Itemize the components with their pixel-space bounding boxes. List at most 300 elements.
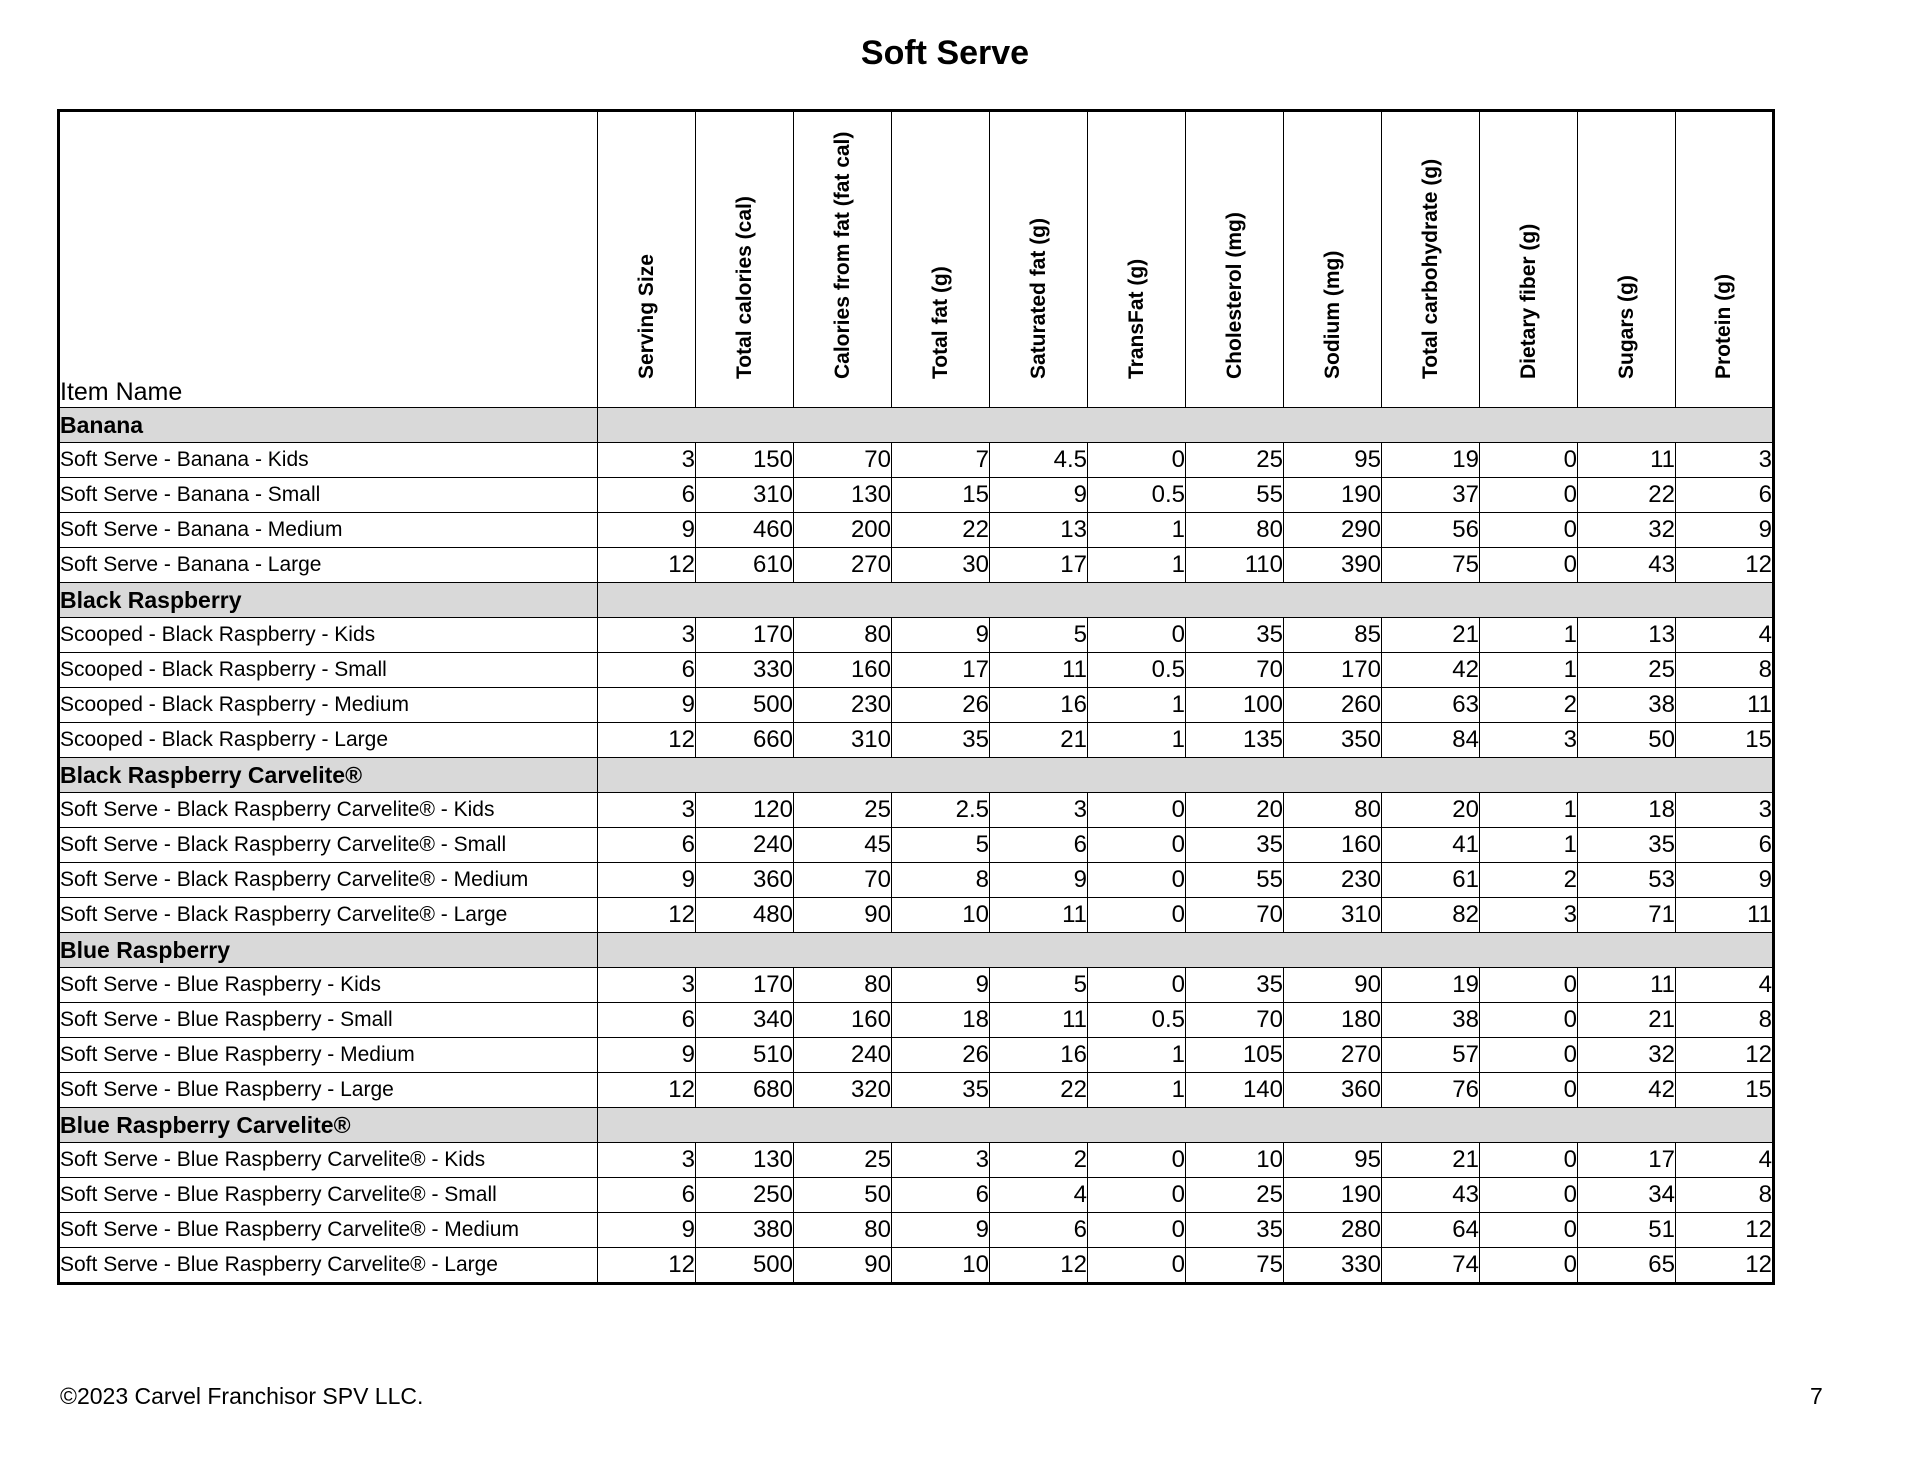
value-cell: 0 bbox=[1480, 1003, 1578, 1038]
value-cell: 8 bbox=[1676, 653, 1774, 688]
value-cell: 0 bbox=[1088, 793, 1186, 828]
item-name-cell: Soft Serve - Blue Raspberry - Small bbox=[59, 1003, 598, 1038]
value-cell: 11 bbox=[990, 1003, 1088, 1038]
value-cell: 0 bbox=[1480, 1038, 1578, 1073]
table-row bbox=[59, 863, 1774, 898]
value-cell: 34 bbox=[1578, 1178, 1676, 1213]
value-cell: 8 bbox=[1676, 1003, 1774, 1038]
value-cell: 5 bbox=[990, 968, 1088, 1003]
value-cell: 0 bbox=[1480, 1213, 1578, 1248]
category-name: Blue Raspberry Carvelite® bbox=[59, 1108, 598, 1143]
value-cell: 4.5 bbox=[990, 443, 1088, 478]
value-cell: 0.5 bbox=[1088, 478, 1186, 513]
value-cell: 18 bbox=[1578, 793, 1676, 828]
value-cell: 0 bbox=[1088, 1213, 1186, 1248]
value-cell: 32 bbox=[1578, 513, 1676, 548]
value-cell: 290 bbox=[1284, 513, 1382, 548]
value-cell: 310 bbox=[696, 478, 794, 513]
table-row bbox=[59, 723, 1774, 758]
value-cell: 510 bbox=[696, 1038, 794, 1073]
value-cell: 15 bbox=[892, 478, 990, 513]
value-cell: 74 bbox=[1382, 1248, 1480, 1284]
value-cell: 460 bbox=[696, 513, 794, 548]
value-cell: 390 bbox=[1284, 548, 1382, 583]
table-row bbox=[59, 443, 1774, 478]
table-row bbox=[59, 618, 1774, 653]
value-cell: 6 bbox=[1676, 478, 1774, 513]
value-cell: 1 bbox=[1088, 688, 1186, 723]
value-cell: 10 bbox=[892, 1248, 990, 1284]
table-row bbox=[59, 1248, 1774, 1284]
value-cell: 250 bbox=[696, 1178, 794, 1213]
value-cell: 16 bbox=[990, 688, 1088, 723]
value-cell: 56 bbox=[1382, 513, 1480, 548]
column-header-nutrient bbox=[990, 111, 1088, 408]
category-name: Blue Raspberry bbox=[59, 933, 598, 968]
column-header-nutrient bbox=[1382, 111, 1480, 408]
value-cell: 12 bbox=[598, 723, 696, 758]
value-cell: 660 bbox=[696, 723, 794, 758]
item-name-cell: Soft Serve - Blue Raspberry Carvelite® - Small bbox=[59, 1178, 598, 1213]
value-cell: 70 bbox=[794, 863, 892, 898]
footer-copyright: ©2023 Carvel Franchisor SPV LLC. bbox=[60, 1383, 424, 1409]
value-cell: 480 bbox=[696, 898, 794, 933]
table-row bbox=[59, 478, 1774, 513]
value-cell: 6 bbox=[990, 828, 1088, 863]
column-header-label: Sodium (mg) bbox=[1320, 250, 1344, 379]
value-cell: 3 bbox=[598, 793, 696, 828]
value-cell: 360 bbox=[1284, 1073, 1382, 1108]
value-cell: 0 bbox=[1480, 968, 1578, 1003]
item-name-cell: Scooped - Black Raspberry - Large bbox=[59, 723, 598, 758]
item-name-cell: Scooped - Black Raspberry - Medium bbox=[59, 688, 598, 723]
value-cell: 57 bbox=[1382, 1038, 1480, 1073]
value-cell: 11 bbox=[1578, 968, 1676, 1003]
value-cell: 9 bbox=[892, 968, 990, 1003]
value-cell: 11 bbox=[1578, 443, 1676, 478]
value-cell: 6 bbox=[598, 1003, 696, 1038]
value-cell: 0.5 bbox=[1088, 1003, 1186, 1038]
value-cell: 130 bbox=[696, 1143, 794, 1178]
value-cell: 3 bbox=[598, 618, 696, 653]
value-cell: 15 bbox=[1676, 1073, 1774, 1108]
value-cell: 180 bbox=[1284, 1003, 1382, 1038]
value-cell: 11 bbox=[990, 653, 1088, 688]
table-row bbox=[59, 513, 1774, 548]
value-cell: 0 bbox=[1088, 1248, 1186, 1284]
value-cell: 260 bbox=[1284, 688, 1382, 723]
value-cell: 26 bbox=[892, 1038, 990, 1073]
value-cell: 9 bbox=[990, 478, 1088, 513]
column-header-label: Sugars (g) bbox=[1614, 275, 1638, 379]
value-cell: 17 bbox=[892, 653, 990, 688]
category-fill bbox=[598, 1108, 1774, 1143]
item-name-cell: Soft Serve - Blue Raspberry Carvelite® - Large bbox=[59, 1248, 598, 1284]
value-cell: 1 bbox=[1480, 793, 1578, 828]
value-cell: 9 bbox=[598, 688, 696, 723]
category-fill bbox=[598, 933, 1774, 968]
value-cell: 200 bbox=[794, 513, 892, 548]
value-cell: 50 bbox=[794, 1178, 892, 1213]
value-cell: 15 bbox=[1676, 723, 1774, 758]
value-cell: 6 bbox=[598, 1178, 696, 1213]
value-cell: 1 bbox=[1088, 513, 1186, 548]
value-cell: 6 bbox=[1676, 828, 1774, 863]
value-cell: 0 bbox=[1088, 968, 1186, 1003]
value-cell: 26 bbox=[892, 688, 990, 723]
value-cell: 160 bbox=[794, 653, 892, 688]
item-name-cell: Soft Serve - Black Raspberry Carvelite® - Small bbox=[59, 828, 598, 863]
value-cell: 0 bbox=[1480, 443, 1578, 478]
value-cell: 51 bbox=[1578, 1213, 1676, 1248]
value-cell: 70 bbox=[1186, 653, 1284, 688]
value-cell: 100 bbox=[1186, 688, 1284, 723]
value-cell: 25 bbox=[1186, 443, 1284, 478]
value-cell: 12 bbox=[1676, 1038, 1774, 1073]
value-cell: 42 bbox=[1382, 653, 1480, 688]
value-cell: 11 bbox=[990, 898, 1088, 933]
value-cell: 20 bbox=[1382, 793, 1480, 828]
value-cell: 43 bbox=[1578, 548, 1676, 583]
value-cell: 90 bbox=[794, 898, 892, 933]
value-cell: 500 bbox=[696, 1248, 794, 1284]
value-cell: 16 bbox=[990, 1038, 1088, 1073]
value-cell: 320 bbox=[794, 1073, 892, 1108]
value-cell: 70 bbox=[794, 443, 892, 478]
value-cell: 230 bbox=[794, 688, 892, 723]
value-cell: 3 bbox=[892, 1143, 990, 1178]
value-cell: 10 bbox=[1186, 1143, 1284, 1178]
value-cell: 35 bbox=[1186, 968, 1284, 1003]
table-row bbox=[59, 1038, 1774, 1073]
value-cell: 1 bbox=[1088, 548, 1186, 583]
category-row bbox=[59, 583, 1774, 618]
value-cell: 80 bbox=[794, 618, 892, 653]
value-cell: 1 bbox=[1088, 1038, 1186, 1073]
value-cell: 105 bbox=[1186, 1038, 1284, 1073]
value-cell: 35 bbox=[892, 1073, 990, 1108]
value-cell: 340 bbox=[696, 1003, 794, 1038]
column-header-label: Total carbohydrate (g) bbox=[1418, 158, 1442, 379]
value-cell: 190 bbox=[1284, 1178, 1382, 1213]
value-cell: 110 bbox=[1186, 548, 1284, 583]
item-name-cell: Soft Serve - Blue Raspberry - Large bbox=[59, 1073, 598, 1108]
value-cell: 9 bbox=[1676, 513, 1774, 548]
category-fill bbox=[598, 408, 1774, 443]
value-cell: 280 bbox=[1284, 1213, 1382, 1248]
column-header-label: Protein (g) bbox=[1712, 274, 1735, 379]
value-cell: 35 bbox=[892, 723, 990, 758]
column-header-label: Calories from fat (fat cal) bbox=[830, 131, 854, 379]
value-cell: 0 bbox=[1088, 863, 1186, 898]
category-fill bbox=[598, 758, 1774, 793]
value-cell: 20 bbox=[1186, 793, 1284, 828]
value-cell: 90 bbox=[794, 1248, 892, 1284]
value-cell: 240 bbox=[794, 1038, 892, 1073]
value-cell: 3 bbox=[1480, 898, 1578, 933]
value-cell: 95 bbox=[1284, 1143, 1382, 1178]
item-name-cell: Soft Serve - Banana - Small bbox=[59, 478, 598, 513]
value-cell: 350 bbox=[1284, 723, 1382, 758]
value-cell: 84 bbox=[1382, 723, 1480, 758]
column-header-nutrient bbox=[1480, 111, 1578, 408]
value-cell: 42 bbox=[1578, 1073, 1676, 1108]
value-cell: 270 bbox=[794, 548, 892, 583]
value-cell: 4 bbox=[1676, 618, 1774, 653]
value-cell: 240 bbox=[696, 828, 794, 863]
value-cell: 71 bbox=[1578, 898, 1676, 933]
value-cell: 32 bbox=[1578, 1038, 1676, 1073]
column-header-label: Serving Size bbox=[634, 254, 658, 379]
value-cell: 70 bbox=[1186, 1003, 1284, 1038]
column-header-label: Total fat (g) bbox=[928, 266, 952, 379]
header-row bbox=[59, 111, 1774, 408]
value-cell: 3 bbox=[1480, 723, 1578, 758]
value-cell: 90 bbox=[1284, 968, 1382, 1003]
value-cell: 6 bbox=[598, 478, 696, 513]
category-row bbox=[59, 1108, 1774, 1143]
value-cell: 37 bbox=[1382, 478, 1480, 513]
value-cell: 12 bbox=[1676, 548, 1774, 583]
value-cell: 35 bbox=[1578, 828, 1676, 863]
value-cell: 11 bbox=[1676, 688, 1774, 723]
value-cell: 80 bbox=[1284, 793, 1382, 828]
value-cell: 135 bbox=[1186, 723, 1284, 758]
table-row bbox=[59, 793, 1774, 828]
value-cell: 270 bbox=[1284, 1038, 1382, 1073]
table-row bbox=[59, 1143, 1774, 1178]
item-name-cell: Soft Serve - Banana - Medium bbox=[59, 513, 598, 548]
value-cell: 12 bbox=[598, 1073, 696, 1108]
value-cell: 0 bbox=[1480, 1143, 1578, 1178]
value-cell: 0 bbox=[1088, 828, 1186, 863]
value-cell: 38 bbox=[1578, 688, 1676, 723]
value-cell: 35 bbox=[1186, 1213, 1284, 1248]
value-cell: 22 bbox=[1578, 478, 1676, 513]
value-cell: 9 bbox=[598, 1038, 696, 1073]
value-cell: 680 bbox=[696, 1073, 794, 1108]
value-cell: 1 bbox=[1480, 618, 1578, 653]
value-cell: 12 bbox=[598, 898, 696, 933]
value-cell: 1 bbox=[1480, 828, 1578, 863]
value-cell: 19 bbox=[1382, 968, 1480, 1003]
value-cell: 4 bbox=[1676, 968, 1774, 1003]
value-cell: 9 bbox=[598, 513, 696, 548]
item-name-cell: Soft Serve - Blue Raspberry - Kids bbox=[59, 968, 598, 1003]
value-cell: 17 bbox=[990, 548, 1088, 583]
value-cell: 65 bbox=[1578, 1248, 1676, 1284]
table-row bbox=[59, 828, 1774, 863]
item-name-cell: Soft Serve - Black Raspberry Carvelite® - Large bbox=[59, 898, 598, 933]
page-title: Soft Serve bbox=[860, 34, 1030, 72]
column-header-nutrient bbox=[1186, 111, 1284, 408]
category-row bbox=[59, 408, 1774, 443]
value-cell: 5 bbox=[990, 618, 1088, 653]
category-name: Banana bbox=[59, 408, 598, 443]
value-cell: 9 bbox=[892, 1213, 990, 1248]
value-cell: 12 bbox=[598, 548, 696, 583]
value-cell: 9 bbox=[1676, 863, 1774, 898]
value-cell: 75 bbox=[1382, 548, 1480, 583]
value-cell: 18 bbox=[892, 1003, 990, 1038]
value-cell: 11 bbox=[1676, 898, 1774, 933]
value-cell: 6 bbox=[892, 1178, 990, 1213]
value-cell: 80 bbox=[1186, 513, 1284, 548]
value-cell: 8 bbox=[1676, 1178, 1774, 1213]
value-cell: 17 bbox=[1578, 1143, 1676, 1178]
value-cell: 310 bbox=[1284, 898, 1382, 933]
value-cell: 9 bbox=[892, 618, 990, 653]
category-name: Black Raspberry Carvelite® bbox=[59, 758, 598, 793]
value-cell: 3 bbox=[1676, 443, 1774, 478]
value-cell: 3 bbox=[990, 793, 1088, 828]
value-cell: 12 bbox=[1676, 1248, 1774, 1284]
value-cell: 0 bbox=[1088, 898, 1186, 933]
value-cell: 80 bbox=[794, 1213, 892, 1248]
item-name-cell: Soft Serve - Banana - Large bbox=[59, 548, 598, 583]
value-cell: 63 bbox=[1382, 688, 1480, 723]
value-cell: 2 bbox=[1480, 688, 1578, 723]
value-cell: 160 bbox=[1284, 828, 1382, 863]
value-cell: 38 bbox=[1382, 1003, 1480, 1038]
value-cell: 43 bbox=[1382, 1178, 1480, 1213]
value-cell: 120 bbox=[696, 793, 794, 828]
column-header-nutrient bbox=[1284, 111, 1382, 408]
value-cell: 0 bbox=[1480, 548, 1578, 583]
table-row bbox=[59, 898, 1774, 933]
value-cell: 360 bbox=[696, 863, 794, 898]
category-row bbox=[59, 758, 1774, 793]
value-cell: 0 bbox=[1088, 618, 1186, 653]
item-name-cell: Soft Serve - Blue Raspberry Carvelite® - Kids bbox=[59, 1143, 598, 1178]
value-cell: 2.5 bbox=[892, 793, 990, 828]
value-cell: 2 bbox=[990, 1143, 1088, 1178]
page-number: 7 bbox=[1810, 1383, 1823, 1409]
column-header-label: Total calories (cal) bbox=[732, 196, 756, 379]
item-name-cell: Soft Serve - Blue Raspberry Carvelite® - Medium bbox=[59, 1213, 598, 1248]
value-cell: 170 bbox=[696, 968, 794, 1003]
value-cell: 30 bbox=[892, 548, 990, 583]
category-row bbox=[59, 933, 1774, 968]
value-cell: 1 bbox=[1480, 653, 1578, 688]
value-cell: 25 bbox=[794, 1143, 892, 1178]
table-body bbox=[59, 408, 1774, 1284]
item-name-cell: Soft Serve - Black Raspberry Carvelite® - Kids bbox=[59, 793, 598, 828]
table-row bbox=[59, 1213, 1774, 1248]
column-header-nutrient bbox=[598, 111, 696, 408]
item-name-cell: Scooped - Black Raspberry - Small bbox=[59, 653, 598, 688]
item-name-cell: Scooped - Black Raspberry - Kids bbox=[59, 618, 598, 653]
value-cell: 170 bbox=[1284, 653, 1382, 688]
value-cell: 140 bbox=[1186, 1073, 1284, 1108]
value-cell: 13 bbox=[1578, 618, 1676, 653]
value-cell: 0 bbox=[1480, 1178, 1578, 1213]
value-cell: 190 bbox=[1284, 478, 1382, 513]
value-cell: 330 bbox=[1284, 1248, 1382, 1284]
value-cell: 3 bbox=[598, 968, 696, 1003]
value-cell: 19 bbox=[1382, 443, 1480, 478]
value-cell: 10 bbox=[892, 898, 990, 933]
value-cell: 70 bbox=[1186, 898, 1284, 933]
value-cell: 610 bbox=[696, 548, 794, 583]
value-cell: 2 bbox=[1480, 863, 1578, 898]
value-cell: 9 bbox=[598, 1213, 696, 1248]
value-cell: 9 bbox=[990, 863, 1088, 898]
column-header-label: TransFat (g) bbox=[1124, 258, 1148, 379]
value-cell: 0 bbox=[1480, 1248, 1578, 1284]
column-header-label: Saturated fat (g) bbox=[1026, 217, 1050, 379]
value-cell: 0 bbox=[1480, 478, 1578, 513]
value-cell: 21 bbox=[1382, 618, 1480, 653]
value-cell: 35 bbox=[1186, 618, 1284, 653]
value-cell: 1 bbox=[1088, 723, 1186, 758]
value-cell: 380 bbox=[696, 1213, 794, 1248]
column-header-label: Cholesterol (mg) bbox=[1222, 212, 1246, 379]
value-cell: 82 bbox=[1382, 898, 1480, 933]
value-cell: 25 bbox=[1186, 1178, 1284, 1213]
value-cell: 170 bbox=[696, 618, 794, 653]
column-header-nutrient bbox=[892, 111, 990, 408]
column-header-label: Dietary fiber (g) bbox=[1516, 223, 1540, 379]
value-cell: 3 bbox=[598, 1143, 696, 1178]
value-cell: 12 bbox=[598, 1248, 696, 1284]
table-row bbox=[59, 548, 1774, 583]
value-cell: 150 bbox=[696, 443, 794, 478]
nutrition-table bbox=[57, 109, 1775, 1285]
value-cell: 330 bbox=[696, 653, 794, 688]
value-cell: 55 bbox=[1186, 478, 1284, 513]
category-fill bbox=[598, 583, 1774, 618]
table-row bbox=[59, 968, 1774, 1003]
value-cell: 95 bbox=[1284, 443, 1382, 478]
value-cell: 8 bbox=[892, 863, 990, 898]
value-cell: 6 bbox=[598, 828, 696, 863]
value-cell: 7 bbox=[892, 443, 990, 478]
value-cell: 13 bbox=[990, 513, 1088, 548]
value-cell: 9 bbox=[598, 863, 696, 898]
table-row bbox=[59, 1178, 1774, 1213]
value-cell: 25 bbox=[794, 793, 892, 828]
value-cell: 22 bbox=[990, 1073, 1088, 1108]
value-cell: 130 bbox=[794, 478, 892, 513]
value-cell: 76 bbox=[1382, 1073, 1480, 1108]
value-cell: 230 bbox=[1284, 863, 1382, 898]
value-cell: 21 bbox=[1578, 1003, 1676, 1038]
value-cell: 61 bbox=[1382, 863, 1480, 898]
value-cell: 12 bbox=[990, 1248, 1088, 1284]
value-cell: 22 bbox=[892, 513, 990, 548]
table-row bbox=[59, 1073, 1774, 1108]
value-cell: 0 bbox=[1480, 1073, 1578, 1108]
column-header-nutrient bbox=[1676, 111, 1774, 408]
item-name-cell: Soft Serve - Blue Raspberry - Medium bbox=[59, 1038, 598, 1073]
value-cell: 12 bbox=[1676, 1213, 1774, 1248]
table-row bbox=[59, 688, 1774, 723]
value-cell: 3 bbox=[1676, 793, 1774, 828]
value-cell: 53 bbox=[1578, 863, 1676, 898]
value-cell: 0 bbox=[1088, 443, 1186, 478]
value-cell: 0 bbox=[1088, 1143, 1186, 1178]
value-cell: 41 bbox=[1382, 828, 1480, 863]
value-cell: 75 bbox=[1186, 1248, 1284, 1284]
column-header-nutrient bbox=[794, 111, 892, 408]
value-cell: 21 bbox=[1382, 1143, 1480, 1178]
value-cell: 310 bbox=[794, 723, 892, 758]
value-cell: 4 bbox=[1676, 1143, 1774, 1178]
value-cell: 0 bbox=[1088, 1178, 1186, 1213]
column-header-item-name: Item Name bbox=[59, 111, 598, 408]
value-cell: 25 bbox=[1578, 653, 1676, 688]
